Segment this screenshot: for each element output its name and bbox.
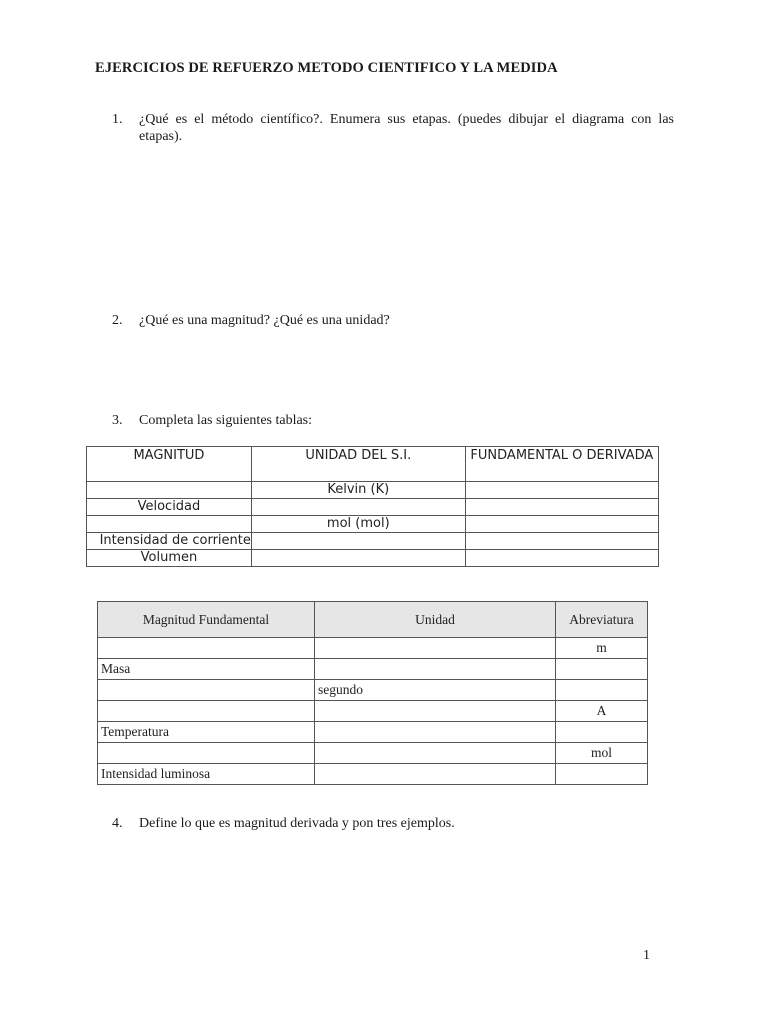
table-cell[interactable] — [98, 638, 315, 659]
table-cell[interactable]: mol (mol) — [251, 516, 465, 533]
table-row — [98, 722, 648, 743]
table-cell[interactable]: Intensidad de corriente — [87, 533, 252, 550]
table-cell[interactable] — [87, 516, 252, 533]
table-cell[interactable] — [98, 701, 315, 722]
table-cell[interactable] — [556, 722, 648, 743]
table-cell[interactable] — [87, 482, 252, 499]
table-header-cell: Magnitud Fundamental — [98, 602, 315, 638]
question-text: ¿Qué es una magnitud? ¿Qué es una unidad? — [139, 313, 390, 328]
table-cell[interactable] — [315, 722, 556, 743]
table-cell[interactable] — [315, 701, 556, 722]
question-text: Completa las siguientes tablas: — [139, 413, 313, 428]
question-text: ¿Qué es el método científico?. Enumera sus etapas. (puedes dibujar el diagrama con las etapas). — [139, 112, 674, 144]
table-header-cell: UNIDAD DEL S.I. — [251, 447, 465, 482]
table-row — [98, 764, 648, 785]
document-title: EJERCICIOS DE REFUERZO METODO CIENTIFICO Y LA MEDIDA — [95, 60, 558, 76]
table-header-row — [98, 602, 648, 638]
table-cell[interactable] — [251, 499, 465, 516]
table-cell[interactable] — [556, 680, 648, 701]
question-number: 2. — [112, 313, 123, 328]
table-cell[interactable] — [465, 516, 658, 533]
table-cell[interactable] — [556, 659, 648, 680]
table-row — [98, 638, 648, 659]
table-header-cell: Abreviatura — [556, 602, 648, 638]
table-row — [98, 659, 648, 680]
table-cell[interactable] — [315, 764, 556, 785]
table-cell[interactable]: Volumen — [87, 550, 252, 567]
table-row — [98, 743, 648, 764]
fundamental-magnitudes-table — [97, 601, 648, 785]
question-number: 4. — [112, 816, 123, 831]
table-cell[interactable] — [251, 550, 465, 567]
table-cell[interactable]: Masa — [98, 659, 315, 680]
table-row — [87, 550, 659, 567]
table-header-cell: FUNDAMENTAL O DERIVADA — [465, 447, 658, 482]
table-cell[interactable]: m — [556, 638, 648, 659]
table-cell[interactable] — [465, 533, 658, 550]
table-row — [87, 516, 659, 533]
table-cell[interactable]: Intensidad luminosa — [98, 764, 315, 785]
table-cell[interactable]: Velocidad — [87, 499, 252, 516]
question-number: 3. — [112, 413, 123, 428]
table-cell[interactable] — [251, 533, 465, 550]
table-cell[interactable] — [315, 743, 556, 764]
table-row — [87, 499, 659, 516]
table-cell[interactable]: mol — [556, 743, 648, 764]
table-cell[interactable] — [98, 743, 315, 764]
question-number: 1. — [112, 112, 123, 127]
page-number: 1 — [643, 948, 650, 963]
question-text: Define lo que es magnitud derivada y pon tres ejemplos. — [139, 816, 455, 831]
table-row — [98, 680, 648, 701]
table-cell[interactable]: segundo — [315, 680, 556, 701]
table-cell[interactable]: A — [556, 701, 648, 722]
table-cell[interactable] — [315, 638, 556, 659]
table-cell[interactable] — [465, 482, 658, 499]
table-cell[interactable] — [98, 680, 315, 701]
magnitudes-table — [86, 446, 659, 567]
table-cell[interactable]: Kelvin (K) — [251, 482, 465, 499]
table-row — [87, 482, 659, 499]
table-cell[interactable] — [556, 764, 648, 785]
table-header-row — [87, 447, 659, 482]
table-header-cell: MAGNITUD — [87, 447, 252, 482]
table-header-cell: Unidad — [315, 602, 556, 638]
table-cell[interactable]: Temperatura — [98, 722, 315, 743]
table-row — [87, 533, 659, 550]
table-cell[interactable] — [465, 499, 658, 516]
table-cell[interactable] — [315, 659, 556, 680]
table-cell[interactable] — [465, 550, 658, 567]
table-row — [98, 701, 648, 722]
